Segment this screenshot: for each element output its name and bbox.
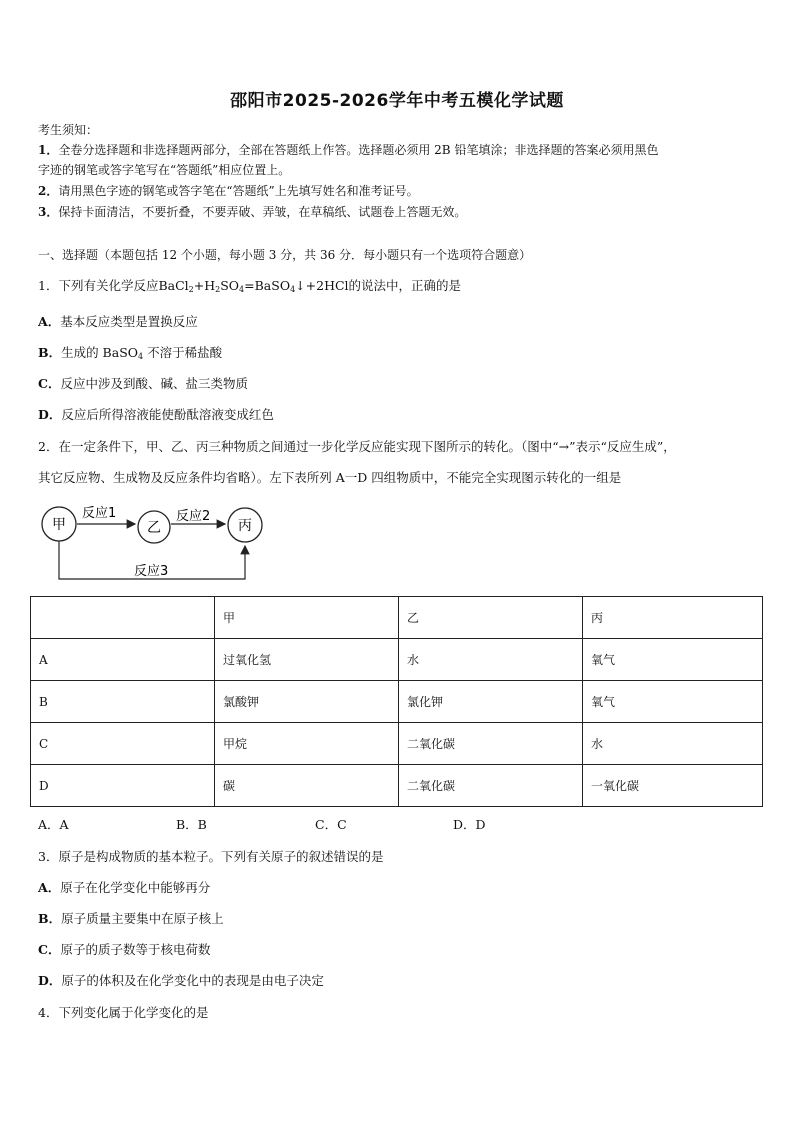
option-text: 原子在化学变化中能够再分 — [60, 880, 211, 895]
table-cell: 甲烷 — [215, 723, 399, 765]
table-header-cell: 乙 — [399, 597, 583, 639]
option-subscript: 4 — [138, 352, 144, 361]
table-row — [31, 765, 763, 807]
table-header-cell — [31, 597, 215, 639]
question-3-option-d[interactable] — [38, 971, 324, 989]
option-text: 反应中涉及到酸、碱、盐三类物质 — [60, 376, 248, 391]
option-label: B． — [38, 911, 62, 926]
option-text: 基本反应类型是置换反应 — [60, 314, 198, 329]
option-label: A． — [38, 314, 61, 329]
notice-item-text: 请用黑色字迹的钢笔或答字笔在“答题纸”上先填写姓名和准考证号。 — [58, 184, 419, 198]
question-3-option-c[interactable] — [38, 940, 210, 958]
table-cell: B — [31, 681, 215, 723]
equation-part: +H — [193, 278, 216, 293]
table-cell: A — [31, 639, 215, 681]
table-cell: 碳 — [215, 765, 399, 807]
table-row — [31, 681, 763, 723]
option-label: A． — [38, 880, 61, 895]
node-yi-label: 乙 — [147, 520, 161, 536]
table-cell: 氯化钾 — [399, 681, 583, 723]
notice-item-number: 1． — [38, 143, 59, 157]
notice-heading: 考生须知： — [38, 123, 99, 137]
option-text: 原子质量主要集中在原子核上 — [61, 911, 224, 926]
question-1-option-d[interactable] — [38, 405, 274, 423]
table-cell: 二氧化碳 — [399, 723, 583, 765]
question-2-choice-b[interactable]: B．B — [176, 817, 207, 832]
table-cell: 氯酸钾 — [215, 681, 399, 723]
equation-part: ↓+2HCl — [295, 278, 349, 293]
option-label: C． — [38, 942, 61, 957]
table-cell: 氧气 — [583, 681, 763, 723]
equation-subscript: 4 — [290, 285, 296, 294]
node-bing-label: 丙 — [238, 518, 252, 534]
table-cell: 一氧化碳 — [583, 765, 763, 807]
equation-subscript: 4 — [239, 285, 245, 294]
option-label: C． — [38, 376, 61, 391]
option-text: 原子的质子数等于核电荷数 — [60, 942, 211, 957]
equation-subscript: 2 — [188, 285, 194, 294]
table-header-cell: 甲 — [215, 597, 399, 639]
notice-item-text: 全卷分选择题和非选择题两部分，全部在答题纸上作答。选择题必须用 2B 铅笔填涂；非选择题的答案必须用黑色 — [58, 143, 659, 157]
notice-item-1 — [38, 141, 658, 159]
question-1-option-a[interactable] — [38, 312, 198, 330]
edge-1-label: 反应1 — [82, 506, 117, 521]
substance-table — [30, 596, 763, 807]
table-header-row — [31, 597, 763, 639]
option-label: D． — [38, 407, 62, 422]
table-cell: 过氧化氢 — [215, 639, 399, 681]
question-1-suffix: 的说法中，正确的是 — [348, 278, 462, 293]
edge-2-label: 反应2 — [176, 509, 211, 524]
table-row — [31, 723, 763, 765]
notice-item-number: 2． — [38, 184, 59, 198]
notice-item-number: 3． — [38, 205, 59, 219]
notice-item-3 — [38, 203, 466, 221]
option-label: D． — [38, 973, 62, 988]
edge-3-label: 反应3 — [134, 564, 169, 579]
notice-item-2 — [38, 182, 419, 200]
equation-part: SO — [220, 278, 240, 293]
notice-item-1-cont — [38, 161, 290, 179]
question-2-choice-d[interactable]: D．D — [453, 817, 486, 832]
question-1-prefix: 1．下列有关化学反应 — [38, 278, 159, 293]
question-1-stem — [38, 276, 461, 294]
table-cell: 二氧化碳 — [399, 765, 583, 807]
table-cell: 氧气 — [583, 639, 763, 681]
page-title: 邵阳市2025-2026学年中考五模化学试题 — [230, 91, 564, 111]
node-jia-label: 甲 — [52, 517, 66, 533]
option-label: B． — [38, 345, 62, 360]
option-text: 生成的 BaSO — [61, 345, 139, 360]
question-3-option-a[interactable] — [38, 878, 210, 896]
question-2-choice-a[interactable]: A．A — [38, 817, 69, 832]
table-cell: D — [31, 765, 215, 807]
table-cell: 水 — [583, 723, 763, 765]
table-header-cell: 丙 — [583, 597, 763, 639]
option-text: 不溶于稀盐酸 — [143, 345, 223, 360]
question-2-choice-c[interactable]: C．C — [315, 817, 347, 832]
table-cell: 水 — [399, 639, 583, 681]
question-3-stem: 3．原子是构成物质的基本粒子。下列有关原子的叙述错误的是 — [38, 849, 384, 864]
option-text: 反应后所得溶液能使酚酞溶液变成红色 — [61, 407, 274, 422]
notice-item-text: 保持卡面清洁，不要折叠，不要弄破、弄皱，在草稿纸、试题卷上答题无效。 — [58, 205, 467, 219]
table-cell: C — [31, 723, 215, 765]
question-1-option-c[interactable] — [38, 374, 248, 392]
question-2-stem-line-2: 其它反应物、生成物及反应条件均省略）。左下表所列 A一D 四组物质中，不能完全实现图示转化的一组是 — [38, 470, 622, 485]
question-2-stem-line-1: 2．在一定条件下，甲、乙、丙三种物质之间通过一步化学反应能实现下图所示的转化。（图中“→”表示“反应生成”， — [38, 439, 676, 454]
equation-part: =BaSO — [244, 278, 291, 293]
chemical-equation — [158, 278, 348, 293]
equation-subscript: 2 — [215, 285, 221, 294]
option-text: 原子的体积及在化学变化中的表现是由电子决定 — [61, 973, 324, 988]
table-row — [31, 639, 763, 681]
question-3-option-b[interactable] — [38, 909, 224, 927]
section-heading: 一、选择题（本题包括 12 个小题，每小题 3 分，共 36 分．每小题只有一个选项符合题意） — [38, 248, 532, 262]
question-4-stem: 4．下列变化属于化学变化的是 — [38, 1005, 209, 1020]
notice-item-text: 字迹的钢笔或答字笔写在“答题纸”相应位置上。 — [38, 163, 291, 177]
question-1-option-b[interactable] — [38, 343, 222, 361]
equation-part: BaCl — [158, 278, 189, 293]
reaction-diagram — [36, 500, 276, 586]
